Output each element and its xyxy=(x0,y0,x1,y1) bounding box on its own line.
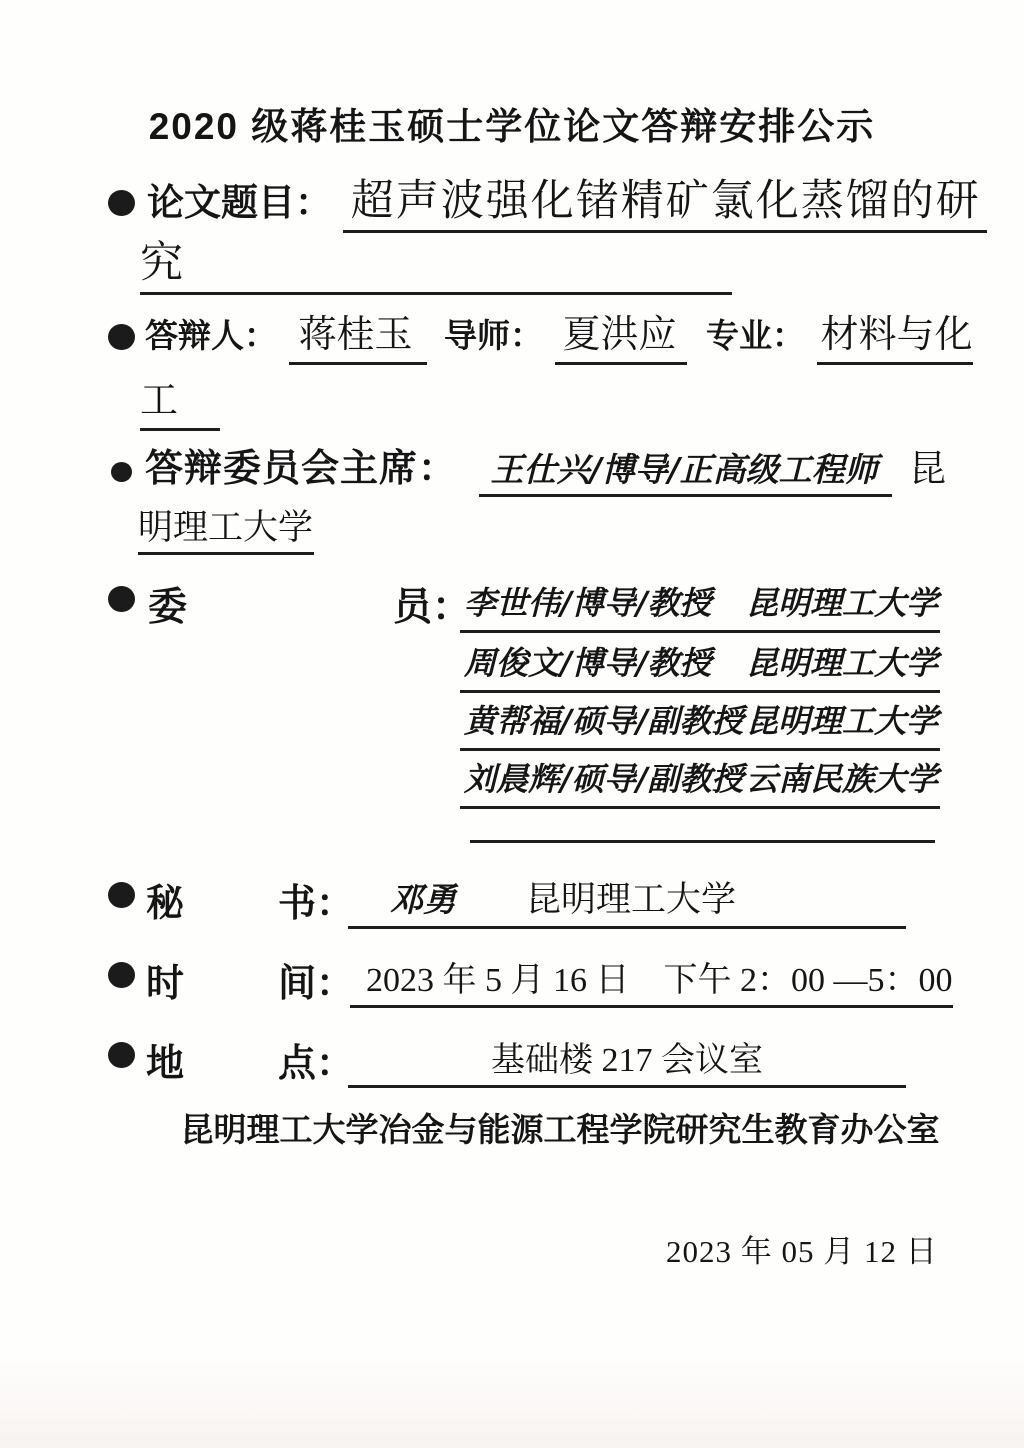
member-affiliation: 昆明理工大学 xyxy=(745,644,938,682)
member-name-title: 黄帮福/硕导/副教授 xyxy=(464,702,744,740)
committee-section xyxy=(0,576,1024,816)
thesis-title-line2: 究 xyxy=(140,238,732,295)
chair-affiliation-line2: 明理工大学 xyxy=(138,506,314,555)
chair-name-title: 王仕兴/博导/正高级工程师 xyxy=(479,449,892,497)
major-row-wrap xyxy=(140,378,220,431)
committee-member-row xyxy=(460,638,940,693)
bullet-icon xyxy=(108,586,135,612)
bullet-icon xyxy=(108,962,135,988)
defender-name: 蒋桂玉 xyxy=(289,312,427,365)
member-name-title: 李世伟/博导/教授 xyxy=(464,584,712,622)
footer-date: 2023 年 05 月 12 日 xyxy=(666,1234,938,1269)
secretary-affiliation: 昆明理工大学 xyxy=(526,880,737,919)
page-title: 2020 级蒋桂玉硕士学位论文答辩安排公示 xyxy=(148,106,876,147)
chair-affiliation-overflow: 昆 xyxy=(909,449,947,490)
thesis-label: 论文题目： xyxy=(147,182,332,223)
time-value-line xyxy=(350,952,953,1008)
time-label-char2: 间： xyxy=(278,963,355,1005)
defender-row xyxy=(145,312,973,365)
major-value-line1: 材料与化 xyxy=(817,312,973,365)
location-label-char2: 点： xyxy=(278,1043,355,1085)
committee-member-row xyxy=(460,578,940,633)
time-label-char1: 时 xyxy=(146,963,185,1005)
supervisor-label: 导师： xyxy=(444,317,544,354)
major-label: 专业： xyxy=(706,317,806,354)
committee-label-char1: 委 xyxy=(148,586,188,629)
member-name-title: 周俊文/博导/教授 xyxy=(464,644,712,682)
bullet-icon xyxy=(108,324,135,350)
major-value-line2: 工 xyxy=(140,378,220,431)
secretary-name: 邓勇 xyxy=(390,880,456,919)
committee-blank-line xyxy=(470,818,935,843)
committee-member-row xyxy=(460,754,940,809)
bullet-icon xyxy=(111,462,132,482)
chair-row xyxy=(145,446,946,497)
secretary-label-char1: 秘 xyxy=(146,883,185,925)
location-label-char1: 地 xyxy=(146,1043,185,1085)
chair-label: 答辩委员会主席： xyxy=(145,448,458,490)
chair-row-wrap xyxy=(138,506,314,555)
time-range: 下午 2：00 —5：00 xyxy=(663,962,953,999)
bullet-icon xyxy=(108,1042,135,1068)
committee-member-row xyxy=(460,696,940,751)
bullet-icon xyxy=(108,882,135,908)
secretary-row xyxy=(0,872,1024,932)
secretary-value-line xyxy=(348,872,906,929)
secretary-label-char2: 书： xyxy=(278,883,355,925)
time-date: 2023 年 5 月 16 日 xyxy=(366,962,630,999)
member-affiliation: 昆明理工大学 xyxy=(745,702,938,740)
bullet-icon xyxy=(108,190,135,216)
supervisor-name: 夏洪应 xyxy=(555,312,687,365)
committee-label-char2: 员： xyxy=(393,586,472,629)
thesis-title-row xyxy=(147,176,987,233)
member-name-title: 刘晨辉/硕导/副教授 xyxy=(464,760,744,798)
thesis-title-row-wrap xyxy=(140,238,732,295)
time-row xyxy=(0,952,1024,1012)
location-value: 基础楼 217 会议室 xyxy=(348,1032,906,1088)
member-affiliation: 云南民族大学 xyxy=(745,760,938,798)
footer-office: 昆明理工大学冶金与能源工程学院研究生教育办公室 xyxy=(180,1111,940,1148)
thesis-title-line1: 超声波强化锗精矿氯化蒸馏的研 xyxy=(343,176,987,233)
defender-label: 答辩人： xyxy=(145,317,277,354)
location-row xyxy=(0,1032,1024,1092)
member-affiliation: 昆明理工大学 xyxy=(745,584,938,622)
